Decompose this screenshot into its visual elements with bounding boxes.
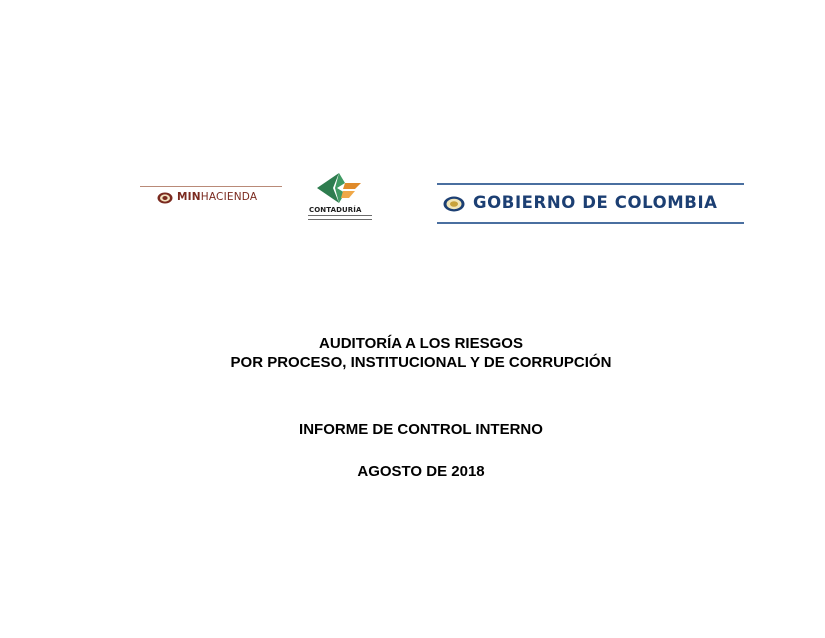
contaduria-subline [308,215,372,220]
minhacienda-rule [140,186,282,187]
title-line-1: AUDITORÍA A LOS RIESGOS [319,335,523,352]
gobierno-rule-top [437,183,744,185]
colombia-seal-icon [443,196,465,212]
minhacienda-logo [140,186,282,208]
contaduria-wordmark: CONTADURÍA [309,206,362,214]
document-title [0,334,825,372]
report-type-heading: INFORME DE CONTROL INTERNO [299,421,543,438]
gobierno-wordmark: GOBIERNO DE COLOMBIA [473,193,718,212]
colombia-seal-icon [157,192,173,204]
contaduria-emblem-icon [315,171,365,205]
title-line-2: POR PROCESO, INSTITUCIONAL Y DE CORRUPCIÓN [230,354,612,371]
contaduria-logo [305,171,375,221]
gobierno-de-colombia-logo [437,182,744,225]
minhacienda-wordmark: MINHACIENDA [177,191,258,203]
report-date: AGOSTO DE 2018 [357,463,485,480]
gobierno-rule-bottom [437,222,744,224]
